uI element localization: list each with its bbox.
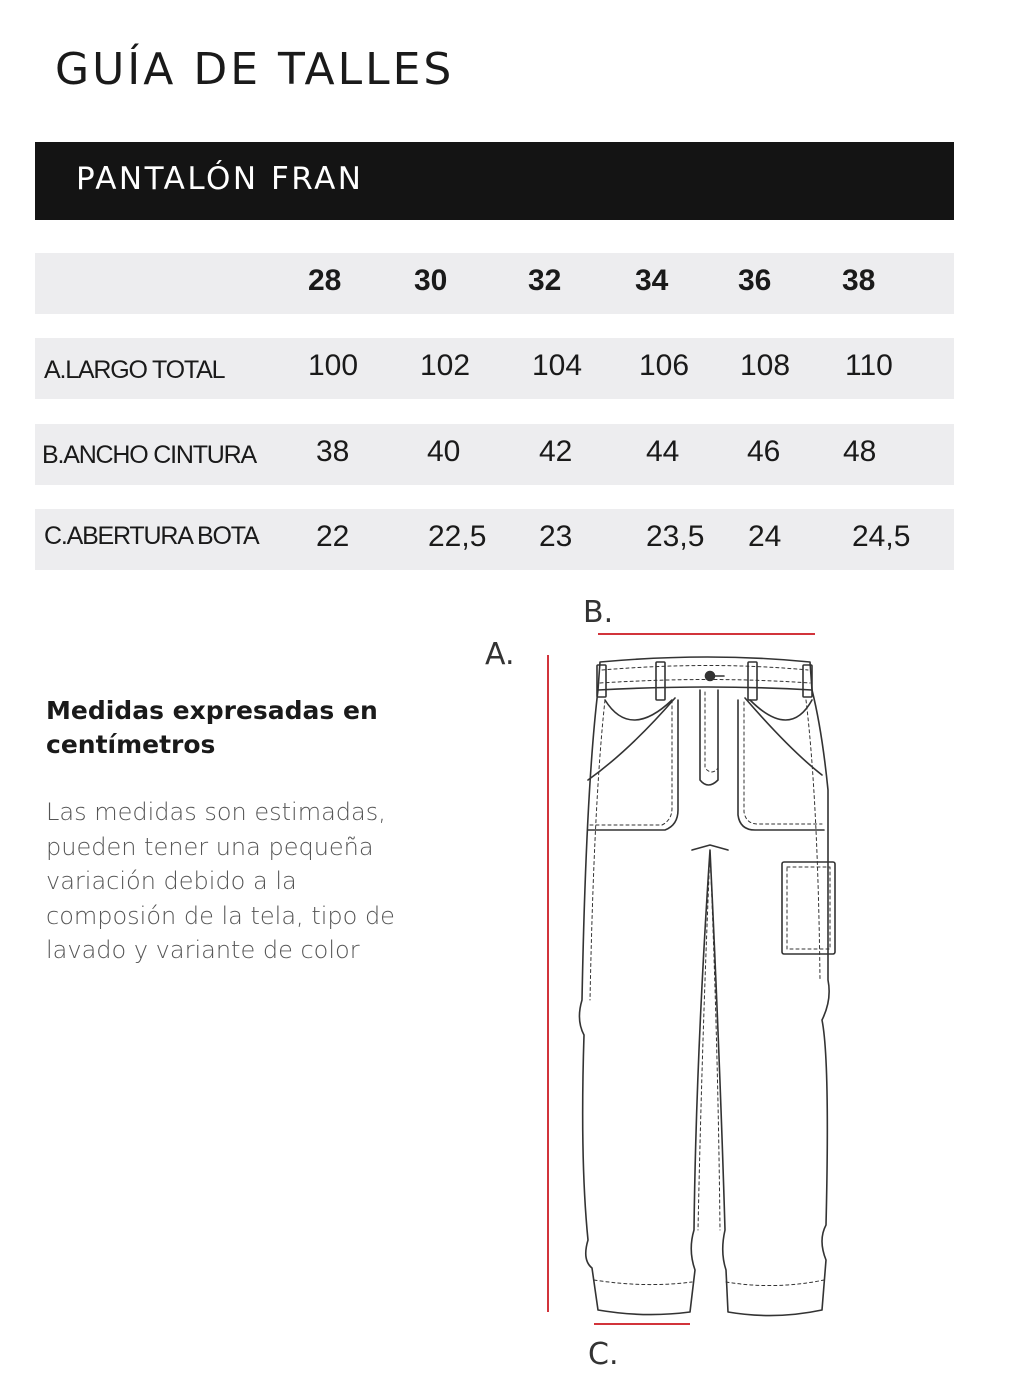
size-header-cell: 36 (738, 264, 772, 297)
table-cell: 22 (316, 520, 350, 553)
size-header-row (35, 253, 954, 314)
size-header-cell: 38 (842, 264, 876, 297)
dimension-label-a: A. (485, 637, 515, 672)
table-cell: 42 (539, 435, 573, 468)
product-banner (35, 142, 954, 220)
table-cell: 24,5 (852, 520, 911, 553)
size-header-cell: 34 (635, 264, 669, 297)
dimension-label-c: C. (588, 1337, 619, 1372)
hems (594, 1280, 824, 1286)
notes-heading: Medidas expresadas en centímetros (46, 696, 378, 759)
table-cell: 48 (843, 435, 877, 468)
table-cell: 108 (740, 349, 791, 382)
table-cell: 46 (747, 435, 781, 468)
table-row (35, 338, 954, 399)
row-label: C.ABERTURA BOTA (44, 522, 259, 550)
dimension-label-b: B. (583, 595, 614, 630)
page-title: GUÍA DE TALLES (55, 44, 455, 95)
table-cell: 23 (539, 520, 573, 553)
waistband (598, 657, 812, 690)
table-cell: 40 (427, 435, 461, 468)
table-cell: 104 (532, 349, 583, 382)
pants-illustration (560, 640, 860, 1330)
table-cell: 24 (748, 520, 782, 553)
table-row (35, 509, 954, 570)
row-label: A.LARGO TOTAL (44, 356, 225, 384)
notes-body: Las medidas son estimadas, pueden tener una pequeña variación debido a la composión de la tela, tipo de lavado y variante de color (46, 798, 395, 964)
size-header-cell: 32 (528, 264, 562, 297)
table-cell: 23,5 (646, 520, 705, 553)
size-header-cell: 30 (414, 264, 448, 297)
table-cell: 38 (316, 435, 350, 468)
table-cell: 44 (646, 435, 680, 468)
table-cell: 102 (420, 349, 471, 382)
table-row (35, 424, 954, 485)
table-cell: 22,5 (428, 520, 487, 553)
cargo-pocket (782, 862, 835, 954)
size-header-cell: 28 (308, 264, 342, 297)
fly (700, 690, 718, 785)
table-cell: 100 (308, 349, 359, 382)
total-length-line (547, 655, 549, 1312)
row-label: B.ANCHO CINTURA (42, 441, 256, 469)
product-name: PANTALÓN FRAN (76, 161, 364, 197)
waist-width-line (598, 633, 815, 635)
table-cell: 110 (845, 349, 893, 382)
table-cell: 106 (639, 349, 690, 382)
